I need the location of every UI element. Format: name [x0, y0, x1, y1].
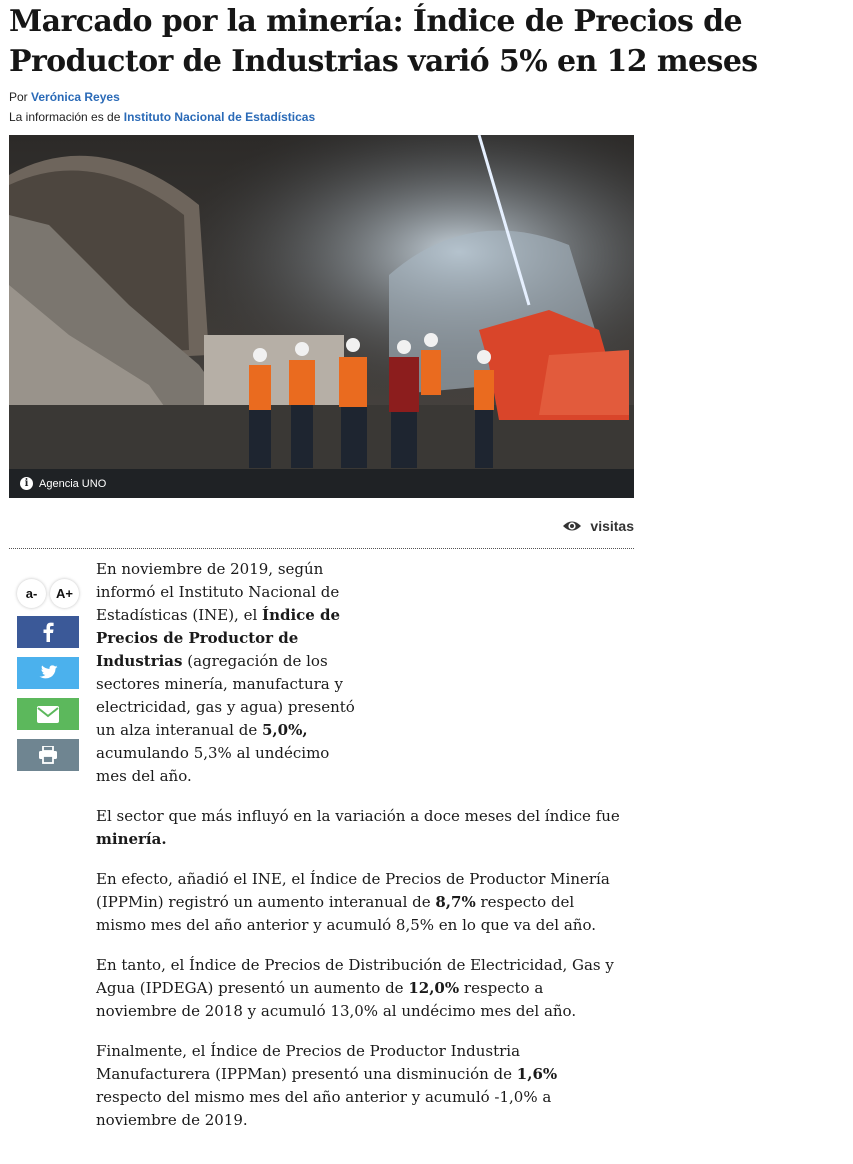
author-link[interactable]: Verónica Reyes: [31, 90, 120, 104]
section-divider: [9, 548, 634, 549]
article-headline: Marcado por la minería: Índice de Precios de Productor de Industrias varió 5% en 12 meses: [9, 4, 758, 79]
facebook-share-button[interactable]: [17, 616, 79, 648]
facebook-icon: [42, 622, 54, 642]
paragraph: [96, 558, 364, 788]
byline-prefix: Por: [9, 90, 28, 104]
text-run: acumulando 5,3% al undécimo mes del año.: [96, 744, 330, 785]
bold-text: minería.: [96, 830, 167, 848]
paragraph: [96, 1040, 626, 1132]
twitter-icon: [38, 665, 58, 681]
text-run: respecto a noviembre de 2018 y acumuló 13,0% al undécimo mes del año.: [96, 979, 577, 1020]
photo-caption-bar: [9, 469, 634, 498]
bold-text: Índice de Precios de Productor de Industrias: [96, 606, 341, 670]
bold-text: 8,7%: [435, 893, 476, 911]
eye-icon: [562, 519, 582, 533]
text-run: Finalmente, el Índice de Precios de Productor Industria Manufacturera (IPPMan) presentó una disminución de: [96, 1042, 521, 1083]
font-decrease-button[interactable]: a-: [17, 579, 46, 608]
font-size-controls: [17, 579, 79, 608]
source-line: [9, 110, 315, 124]
email-icon: [37, 706, 59, 723]
mining-tunnel-photo: [9, 135, 634, 469]
byline: [9, 90, 120, 104]
hero-photo: [9, 135, 634, 498]
print-icon: [38, 746, 58, 764]
visit-counter: [562, 518, 634, 534]
text-run: (agregación de los sectores minería, manufactura y electricidad, gas y agua) presentó un alza interanual de: [96, 652, 355, 739]
article-body: [96, 558, 626, 1149]
text-run: respecto del mismo mes del año anterior y acumuló -1,0% a noviembre de 2019.: [96, 1088, 552, 1129]
source-link[interactable]: Instituto Nacional de Estadísticas: [123, 110, 316, 124]
text-run: En noviembre de 2019, según informó el Instituto Nacional de Estadísticas (INE), el: [96, 560, 340, 624]
paragraph: [96, 954, 626, 1023]
text-run: En tanto, el Índice de Precios de Distribución de Electricidad, Gas y Agua (IPDEGA) presentó un aumento de: [96, 956, 614, 997]
bold-text: 5,0%,: [262, 721, 308, 739]
bold-text: 12,0%: [408, 979, 460, 997]
paragraph: [96, 868, 626, 937]
source-prefix: La información es de: [9, 110, 121, 124]
text-run: respecto del mismo mes del año anterior y acumuló 8,5% en lo que va del año.: [96, 893, 596, 934]
article-tools: [17, 579, 79, 780]
text-run: En efecto, añadió el INE, el Índice de Precios de Productor Minería (IPPMin) registró un aumento interanual de: [96, 870, 610, 911]
photo-credit: Agencia UNO: [39, 477, 107, 490]
twitter-share-button[interactable]: [17, 657, 79, 689]
info-icon[interactable]: i: [20, 477, 33, 490]
email-share-button[interactable]: [17, 698, 79, 730]
text-run: El sector que más influyó en la variación a doce meses del índice fue: [96, 807, 620, 825]
bold-text: 1,6%: [516, 1065, 558, 1083]
paragraph: [96, 805, 626, 851]
font-increase-button[interactable]: A+: [50, 579, 79, 608]
visits-label: visitas: [590, 518, 634, 534]
print-button[interactable]: [17, 739, 79, 771]
